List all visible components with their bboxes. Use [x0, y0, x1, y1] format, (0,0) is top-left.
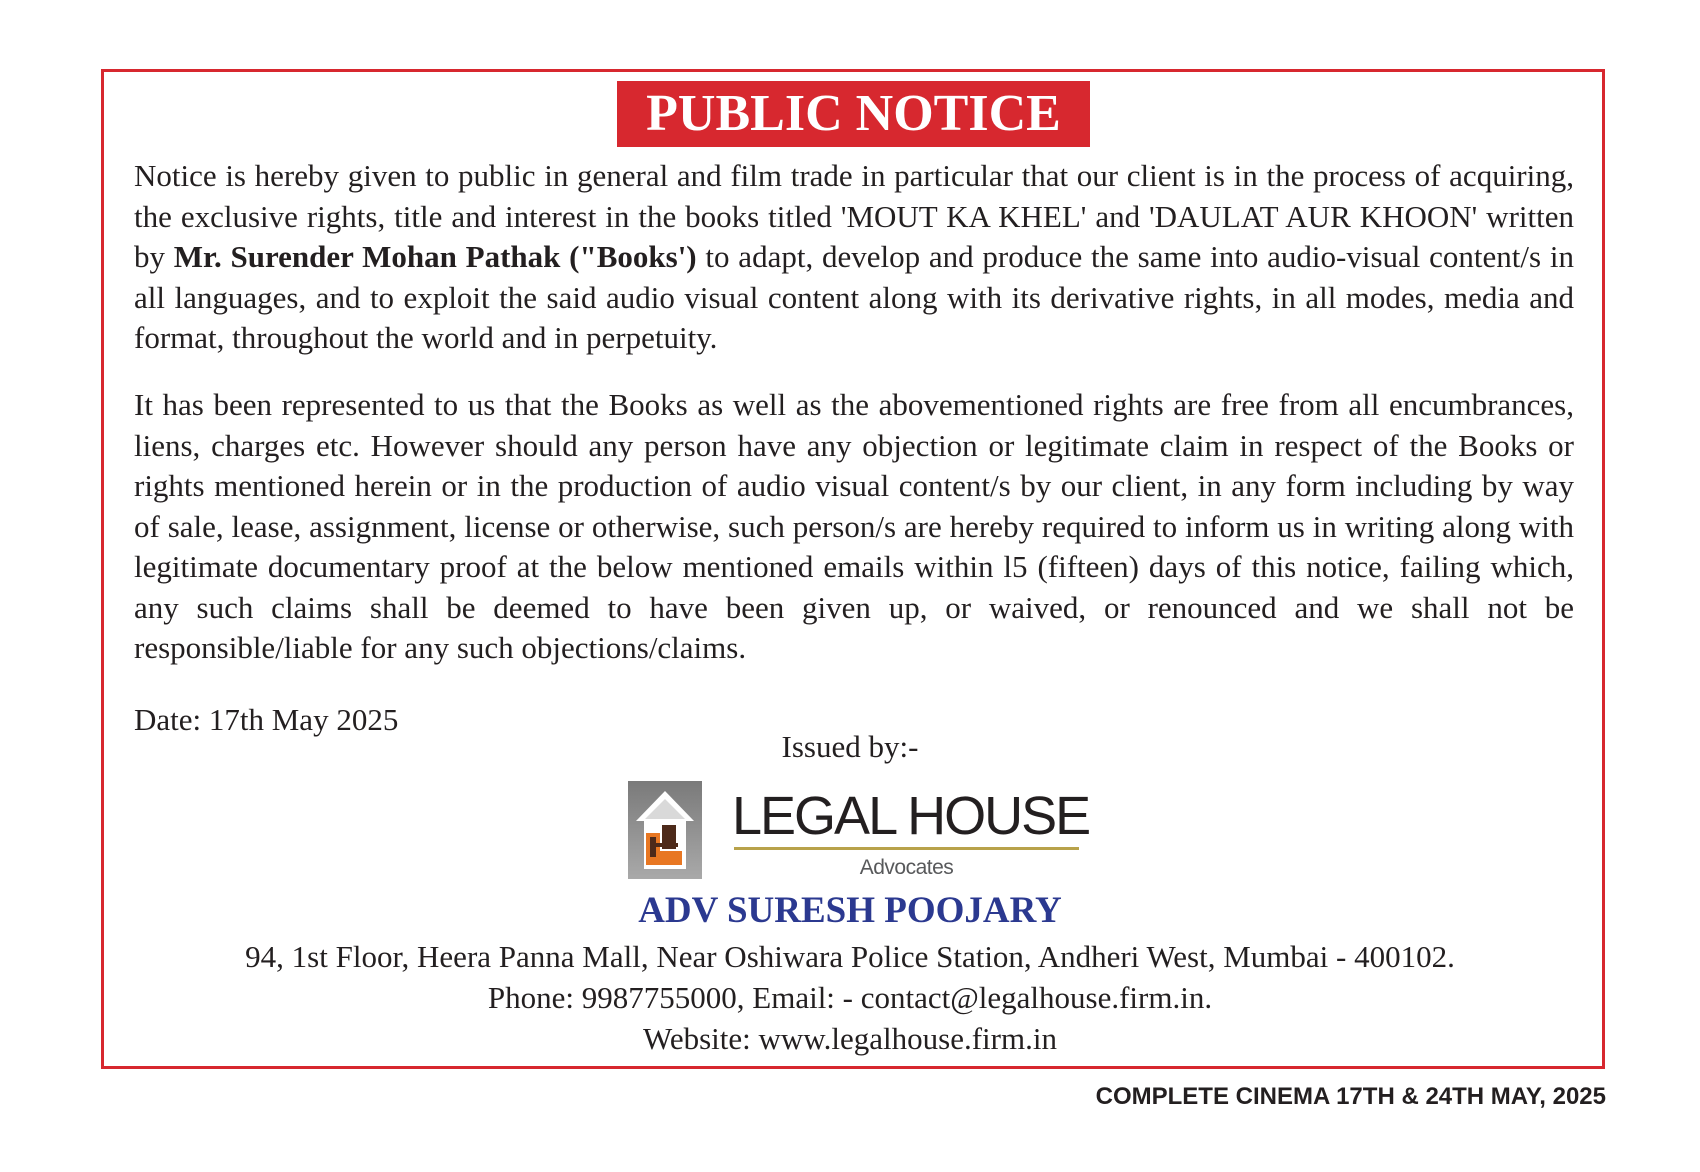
issued-by-text: Issued by:- [781, 729, 919, 764]
paragraph-1-text-start: Notice is hereby given to public in general and film trade in particular that our client is in the process of acquiring, the exclusive rights, title and interest in the books titled 'MOUT KA KHEL' and 'DAULAT AUR KHOON' written by [134, 158, 1574, 274]
issued-by-label [0, 727, 1700, 767]
legal-house-logo [628, 781, 1090, 881]
issuer-website: Website: www.legalhouse.firm.in [643, 1021, 1057, 1056]
publication-footer: COMPLETE CINEMA 17TH & 24TH MAY, 2025 [1095, 1083, 1606, 1110]
notice-date: Date: 17th May 2025 [134, 702, 399, 737]
logo-subtitle: Advocates [859, 856, 954, 879]
issuer-phone-email: Phone: 9987755000, Email: - contact@legalhouse.firm.in. [487, 980, 1213, 1015]
house-logo-icon [628, 781, 702, 879]
notice-title: PUBLIC NOTICE [617, 81, 1090, 147]
paragraph-1-text-end: to adapt, develop and produce the same into audio-visual content/s in all languages, and to exploit the said audio visual content along with its derivative rights, in all modes, media and format, throughout the world and in perpetuity. [134, 239, 1574, 355]
issuer-address: 94, 1st Floor, Heera Panna Mall, Near Oshiwara Police Station, Andheri West, Mumbai - 400102. [245, 939, 1455, 974]
logo-wordmark: LEGAL HOUSE [732, 786, 1090, 846]
author-name: Mr. Surender Mohan Pathak ("Books') [173, 239, 697, 274]
notice-paragraph-1 [134, 156, 1574, 359]
logo-underline [734, 847, 1079, 850]
notice-paragraph-2: It has been represented to us that the Books as well as the abovementioned rights are free from all encumbrances, liens, charges etc. However should any person have any objection or legitimate claim in respect of the Books or rights mentioned herein or in the production of audio visual content/s by our client, in any form including by way of sale, lease, assignment, license or otherwise, such person/s are hereby required to inform us in writing along with legitimate documentary proof at the below mentioned emails within l5 (fifteen) days of this notice, failing which, any such claims shall be deemed to have been given up, or waived, or renounced and we shall not be responsible/liable for any such objections/claims. [134, 387, 1574, 665]
house-logo-graphic [628, 781, 702, 879]
issuer-name: ADV SURESH POOJARY [638, 890, 1062, 931]
